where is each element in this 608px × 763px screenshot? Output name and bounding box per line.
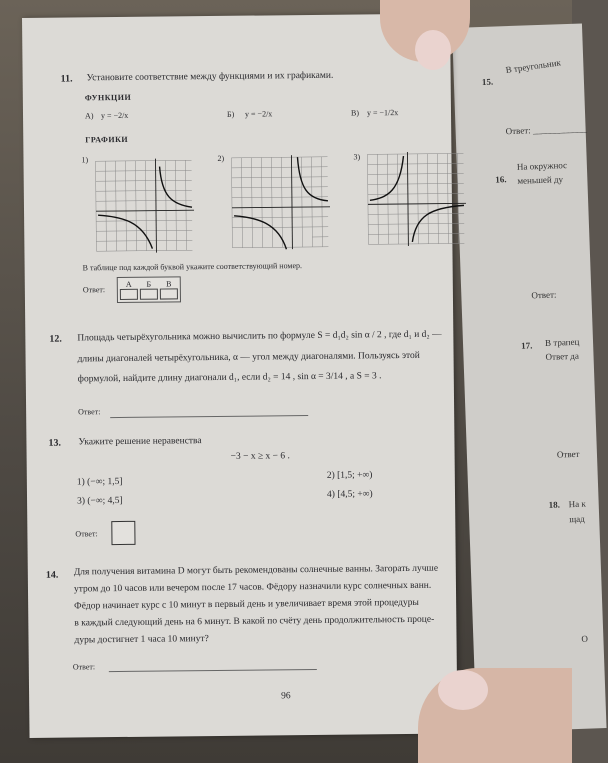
functions-heading: ФУНКЦИИ <box>84 92 132 103</box>
graph-1-label: 1) <box>81 155 89 165</box>
q12-line-3: формулой, найдите длину диагонали d₁, если d₂ = 14 , sin α = 3/14 , а S = 3 . <box>77 371 382 385</box>
page-number: 96 <box>281 691 291 702</box>
q11-answer-table <box>117 276 181 303</box>
q13-text: Укажите решение неравенства <box>78 436 202 448</box>
q11-number: 11. <box>60 73 73 85</box>
q11-answer-label: Ответ: <box>82 285 106 295</box>
q14-number: 14. <box>45 569 59 581</box>
q16-text: На окружнос <box>516 160 568 172</box>
graph-2-label: 2) <box>217 153 225 163</box>
func-a-expr: y = −2/x <box>100 110 129 121</box>
q12-line-2: длины диагоналей четырёхугольника, α — угол между диагоналями. Пользуясь этой <box>77 350 420 365</box>
q12-answer-line[interactable] <box>110 415 308 418</box>
q13-option-1[interactable]: 1) (−∞; 1,5] <box>76 476 123 488</box>
fingernail-bottom <box>438 670 488 710</box>
q14-line-3: Фёдор начинает курс с 10 минут в первый день и увеличивает время этой процедуры <box>74 597 419 612</box>
q14-line-4: в каждый следующий день на 6 минут. В какой по счёту день продолжительность проце- <box>74 614 435 629</box>
graph-3-label: 3) <box>353 152 361 162</box>
q16-number: 16. <box>495 174 507 185</box>
q13-number: 13. <box>48 437 62 449</box>
graph-1 <box>91 156 196 255</box>
right-page <box>452 23 607 732</box>
graphs-heading: ГРАФИКИ <box>85 134 129 145</box>
graph-2 <box>227 153 332 252</box>
q11-text: Установите соответствие между функциями и их графиками. <box>86 70 334 84</box>
q13-answer-box[interactable] <box>111 521 135 545</box>
q12-answer-label: Ответ: <box>78 407 101 417</box>
func-b-label: Б) <box>226 109 235 119</box>
q14-line-2: утром до 10 часов или вечером после 17 часов. Фёдору назначили курс солнечных ванн. <box>73 580 432 595</box>
q12-number: 12. <box>49 333 62 345</box>
q18-number: 18. <box>548 499 561 510</box>
workbook-page <box>22 14 458 738</box>
q18-text-2: щад <box>569 513 585 525</box>
q13-answer-label: Ответ: <box>75 529 98 539</box>
right-answer-2: Ответ: <box>531 289 557 301</box>
q13-option-3[interactable]: 3) (−∞; 4,5] <box>77 495 123 507</box>
q11-col-v: В <box>160 279 178 299</box>
q11-col-b: Б <box>140 280 158 300</box>
func-b-expr: y = −2/x <box>244 109 273 119</box>
q11-col-a: А <box>120 280 138 300</box>
func-a-label: А) <box>84 111 94 121</box>
q15-number: 15. <box>481 76 494 87</box>
q14-answer-line[interactable] <box>109 669 317 672</box>
q17-text: В трапец <box>544 336 580 348</box>
right-answer-3: Ответ <box>556 448 580 460</box>
q17-number: 17. <box>520 340 533 351</box>
func-v-expr: y = −1/2x <box>366 108 399 118</box>
fingernail-top <box>415 30 451 70</box>
q11-instruction: В таблице под каждой буквой укажите соответствующий номер. <box>82 261 303 273</box>
right-answer-1: Ответ: ____________ <box>505 123 588 137</box>
right-o-letter: О <box>581 633 589 644</box>
q13-inequality: −3 − x ≥ x − 6 . <box>230 451 290 462</box>
q18-text: На к <box>568 498 586 510</box>
q16-text-2: меньшей ду <box>517 174 564 186</box>
q13-option-4[interactable]: 4) [4,5; +∞) <box>326 489 373 500</box>
q12-line-1: Площадь четырёхугольника можно вычислить по формуле S = d₁d₂ sin α / 2 , где d₁ и d₂ — <box>77 329 442 344</box>
q14-line-1: Для получения витамина D могут быть рекомендованы солнечные ванны. Загорать лучше <box>73 563 439 578</box>
q17-answer: Ответ да <box>545 350 580 362</box>
q14-answer-label: Ответ: <box>72 662 96 672</box>
graph-3 <box>363 149 468 248</box>
q15-text: В треугольник <box>504 57 562 76</box>
q11-answer-v-box[interactable] <box>160 288 178 299</box>
q11-answer-b-box[interactable] <box>140 289 158 300</box>
q14-line-5: дуры достигнет 1 часа 10 минут? <box>74 634 209 646</box>
q13-option-2[interactable]: 2) [1,5; +∞) <box>326 470 373 481</box>
func-v-label: В) <box>350 108 360 118</box>
q11-answer-a-box[interactable] <box>120 289 138 300</box>
